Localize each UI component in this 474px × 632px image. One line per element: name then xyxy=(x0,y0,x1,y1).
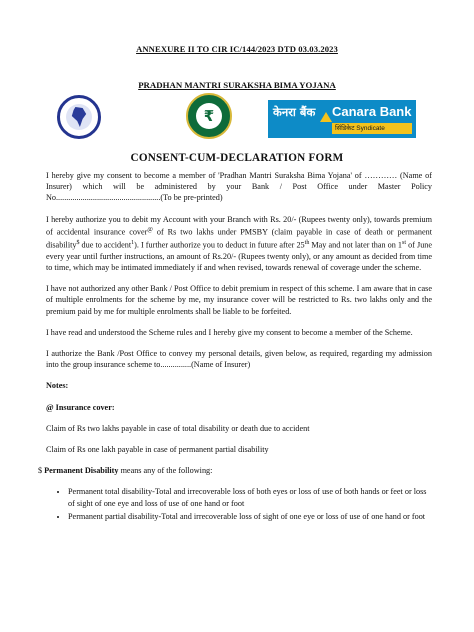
multiple-enrolment-paragraph: I have not authorized any other Bank / Post Office to debit premium in respect of this scheme. I am aware that in case of multiple enrolments for the scheme by me, my insurance cover will be restricted to Rs. two lakhs only and the premium paid by me for multiple enrolments shall be liable to be forfeited. xyxy=(46,284,432,316)
notes-label: Notes: xyxy=(46,381,69,391)
pmjdy-inner-ring xyxy=(196,103,222,129)
claim-total-disability: Claim of Rs two lakhs payable in case of total disability or death due to accident xyxy=(46,423,310,433)
pmjdy-logo xyxy=(186,93,232,139)
permanent-disability-text: means any of the following: xyxy=(120,466,213,476)
dollar-symbol: $ xyxy=(38,466,43,476)
syndicate-tagline: सिंडिकेट Syndicate xyxy=(335,125,385,132)
permanent-disability-label: Permanent Disability xyxy=(44,466,119,476)
disability-list xyxy=(46,486,432,522)
annexure-heading: ANNEXURE II TO CIR IC/144/2023 DTD 03.03.2023 xyxy=(136,44,338,54)
government-emblem-logo xyxy=(57,95,101,139)
syndicate-tag-bar xyxy=(332,123,412,134)
canara-bank-logo xyxy=(268,100,416,138)
rupee-symbol-icon: ₹ xyxy=(203,107,215,125)
form-title: CONSENT-CUM-DECLARATION FORM xyxy=(130,152,344,164)
scheme-heading: PRADHAN MANTRI SURAKSHA BIMA YOJANA xyxy=(138,80,336,90)
form-body xyxy=(38,170,433,524)
list-item: • Permanent partial disability-Total and irrecoverable loss of sight of one eye or loss of use of one hand or foot xyxy=(68,511,432,522)
debit-authorization-paragraph: I hereby authorize you to debit my Account with your Branch with Rs. 20/- (Rupees twenty only), towards premium of accidental insurance cover@ of Rs two lakhs under PMSBY (claim payable in case of death or permanent disability$ due to accident$^1$). I further authorize you to deduct in future after 25th May and not later than on 1st of June every year until further instructions, an amount of Rs.20/- (Rupees twenty only), or any amount as decided from time to time, which may be intimated immediately if and when revised, towards renewal of coverage under the scheme. xyxy=(46,214,433,272)
canara-english-text: Canara Bank xyxy=(332,104,412,119)
insurance-cover-label: @ Insurance cover: xyxy=(46,402,115,412)
canara-hindi-text: केनरा बैंक xyxy=(273,105,316,119)
permanent-disability-definition xyxy=(38,465,432,476)
personal-details-paragraph: I authorize the Bank /Post Office to convey my personal details, given below, as required, regarding my admission into the group insurance scheme to...............(Name of Insurer) xyxy=(46,348,432,370)
claim-partial-disability: Claim of Rs one lakh payable in case of permanent partial disability xyxy=(46,444,269,454)
list-item: • Permanent total disability-Total and irrecoverable loss of both eyes or loss of use of both hands or feet or loss of sight of one eye and loss of use of one hand or foot xyxy=(68,486,432,508)
scheme-rules-paragraph: I have read and understood the Scheme rules and I hereby give my consent to become a member of the Scheme. xyxy=(46,327,413,337)
canara-triangle-icon xyxy=(320,112,332,122)
consent-paragraph: I hereby give my consent to become a member of 'Pradhan Mantri Suraksha Bima Yojana' of ………… (Name of Insurer) which will be administered by your Bank / Post Office under Master Policy No...................................................(To be pre-printed) xyxy=(46,171,432,203)
